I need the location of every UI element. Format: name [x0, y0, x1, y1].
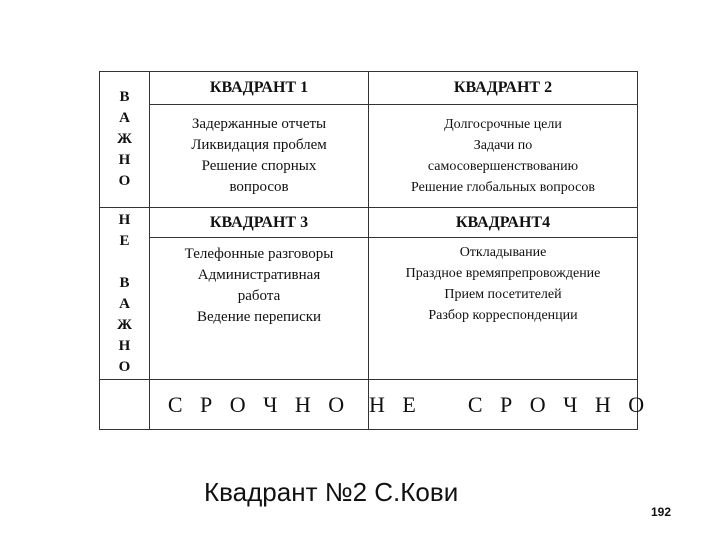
- list-item: Задержанные отчеты: [191, 116, 327, 132]
- not-urgent-label: Н Е С Р О Ч Н О: [369, 380, 638, 430]
- not-important-letter: Н: [118, 337, 131, 354]
- not-important-letter: Е: [119, 232, 130, 249]
- not-important-letter: Ж: [117, 316, 132, 333]
- time-management-matrix: [99, 71, 651, 430]
- list-item: вопросов: [229, 179, 289, 195]
- not-important-letter: Н: [118, 211, 131, 228]
- list-item: Праздное времяпрепровождение: [405, 266, 601, 281]
- quadrant-3-items: [150, 238, 369, 380]
- list-item: Решение глобальных вопросов: [411, 180, 595, 195]
- urgent-label: С Р О Ч Н О: [150, 380, 369, 430]
- list-item: Прием посетителей: [444, 287, 562, 302]
- quadrant-4-items: [369, 238, 638, 380]
- empty-corner-cell: [100, 380, 150, 430]
- list-item: Телефонные разговоры: [184, 246, 334, 262]
- list-item: Административная: [197, 267, 321, 283]
- slide-caption: Квадрант №2 С.Кови: [204, 477, 459, 507]
- list-item: Ликвидация проблем: [191, 137, 327, 153]
- not-important-letter: А: [119, 295, 130, 312]
- list-item: работа: [237, 288, 281, 304]
- quadrant-2-items: [369, 105, 638, 208]
- important-label: [100, 72, 150, 208]
- list-item: Откладывание: [459, 245, 547, 260]
- important-letter: Ж: [117, 131, 132, 147]
- important-letter: О: [118, 173, 131, 189]
- quadrant-1-items: [150, 105, 369, 208]
- list-item: самосовершенствованию: [427, 159, 579, 174]
- page-number: 192: [651, 505, 672, 519]
- not-important-letter: О: [118, 358, 131, 375]
- quadrant-1-title: КВАДРАНТ 1: [150, 72, 369, 105]
- list-item: Ведение переписки: [196, 309, 322, 325]
- important-letter: В: [119, 89, 130, 105]
- quadrant-2-title: КВАДРАНТ 2: [369, 72, 638, 105]
- important-letter: Н: [118, 152, 131, 168]
- list-item: Разбор корреспонденции: [428, 308, 578, 323]
- quadrant-3-title: КВАДРАНТ 3: [150, 208, 369, 238]
- list-item: Долгосрочные цели: [444, 117, 562, 132]
- not-important-letter: В: [119, 274, 130, 291]
- list-item: Решение спорных: [201, 158, 317, 174]
- quadrant-4-title: КВАДРАНТ4: [369, 208, 638, 238]
- important-letter: А: [119, 110, 130, 126]
- not-important-label: [100, 208, 150, 380]
- list-item: Задачи по: [473, 138, 533, 153]
